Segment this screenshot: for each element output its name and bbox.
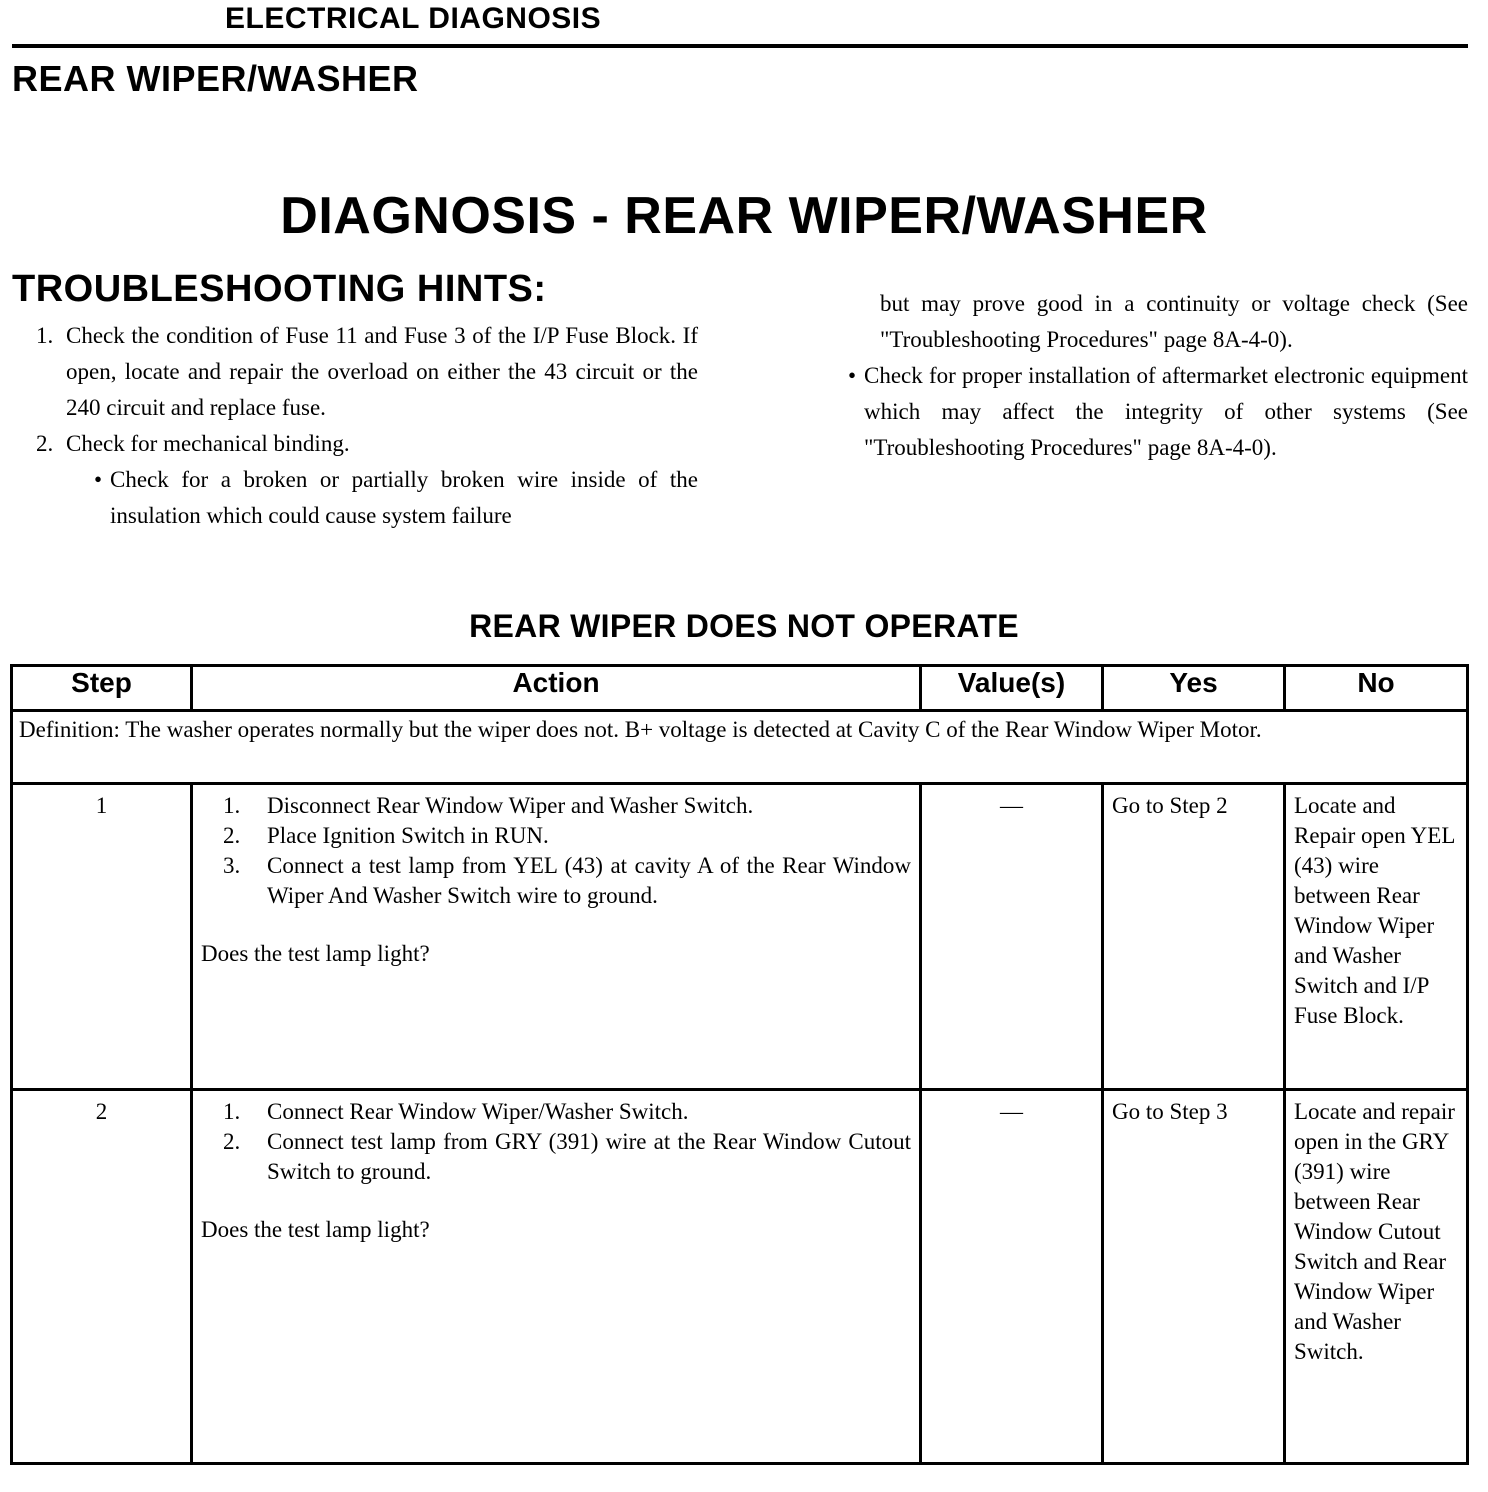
- hint-bullet: [848, 358, 1468, 466]
- header-values: Value(s): [921, 666, 1103, 711]
- action-text: Connect Rear Window Wiper/Washer Switch.: [267, 1099, 689, 1124]
- hint-item: [36, 318, 698, 426]
- action-item: [223, 1127, 911, 1187]
- action-number: 1.: [223, 793, 241, 818]
- header-no: No: [1285, 666, 1468, 711]
- table-row: [12, 1090, 1468, 1464]
- action-item: [223, 821, 911, 851]
- action-item: [223, 851, 911, 911]
- action-number: 2.: [223, 823, 241, 848]
- hint-bullet-text: but may prove good in a continuity or voltage check (See "Troubleshooting Procedures" page 8A-4-0).: [880, 291, 1468, 352]
- table-title: REAR WIPER DOES NOT OPERATE: [469, 608, 1019, 644]
- action-number: 2.: [223, 1129, 241, 1154]
- hint-bullet-text: Check for proper installation of aftermarket electronic equipment which may affect the integrity of other systems (See "Troubleshooting Procedures" page 8A-4-0).: [864, 363, 1468, 460]
- bullet-icon: •: [94, 467, 103, 492]
- hint-number: 1.: [36, 323, 54, 348]
- yes-cell: Go to Step 2: [1103, 784, 1285, 1090]
- hints-heading: TROUBLESHOOTING HINTS:: [12, 268, 547, 310]
- header-step: Step: [12, 666, 192, 711]
- diagnostic-table: [10, 664, 1469, 1465]
- hint-bullet-continued: [864, 286, 1468, 358]
- header-yes: Yes: [1103, 666, 1285, 711]
- action-text: Disconnect Rear Window Wiper and Washer Switch.: [267, 793, 754, 818]
- running-head: ELECTRICAL DIAGNOSIS: [225, 2, 602, 35]
- no-cell: Locate and repair open in the GRY (391) wire between Rear Window Cutout Switch and Rear Window Wiper and Washer Switch.: [1285, 1090, 1468, 1464]
- value-cell: —: [921, 1090, 1103, 1464]
- hint-number: 2.: [36, 431, 54, 456]
- page-title: DIAGNOSIS - REAR WIPER/WASHER: [280, 187, 1208, 245]
- definition-row: [12, 711, 1468, 784]
- header-action: Action: [192, 666, 921, 711]
- table-header-row: [12, 666, 1468, 711]
- yes-cell: Go to Step 3: [1103, 1090, 1285, 1464]
- definition-cell: Definition: The washer operates normally but the wiper does not. B+ voltage is detected at Cavity C of the Rear Window Wiper Motor.: [12, 711, 1468, 784]
- action-cell: [192, 1090, 921, 1464]
- value-cell: —: [921, 784, 1103, 1090]
- table-row: [12, 784, 1468, 1090]
- action-text: Place Ignition Switch in RUN.: [267, 823, 549, 848]
- action-number: 3.: [223, 853, 241, 878]
- action-cell: [192, 784, 921, 1090]
- hint-bullet-text: Check for a broken or partially broken wire inside of the insulation which could cause system failure: [110, 467, 698, 528]
- action-question: Does the test lamp light?: [201, 941, 430, 966]
- action-text: Connect test lamp from GRY (391) wire at the Rear Window Cutout Switch to ground.: [267, 1129, 911, 1184]
- step-cell: 1: [12, 784, 192, 1090]
- hint-text: Check the condition of Fuse 11 and Fuse 3 of the I/P Fuse Block. If open, locate and repair the overload on either the 43 circuit or the 240 circuit and replace fuse.: [66, 323, 698, 420]
- hint-bullet: [94, 462, 698, 534]
- action-item: [223, 791, 911, 821]
- hints-right-column: [848, 286, 1468, 466]
- hint-item: [36, 426, 698, 462]
- section-title: REAR WIPER/WASHER: [12, 58, 419, 99]
- action-number: 1.: [223, 1099, 241, 1124]
- hint-text: Check for mechanical binding.: [66, 431, 350, 456]
- step-cell: 2: [12, 1090, 192, 1464]
- hints-left-column: [36, 318, 698, 534]
- action-question: Does the test lamp light?: [201, 1217, 430, 1242]
- header-rule: [12, 44, 1468, 48]
- bullet-icon: •: [848, 363, 857, 388]
- no-cell: Locate and Repair open YEL (43) wire between Rear Window Wiper and Washer Switch and I/P Fuse Block.: [1285, 784, 1468, 1090]
- action-text: Connect a test lamp from YEL (43) at cavity A of the Rear Window Wiper And Washer Switch wire to ground.: [267, 853, 911, 908]
- action-item: [223, 1097, 911, 1127]
